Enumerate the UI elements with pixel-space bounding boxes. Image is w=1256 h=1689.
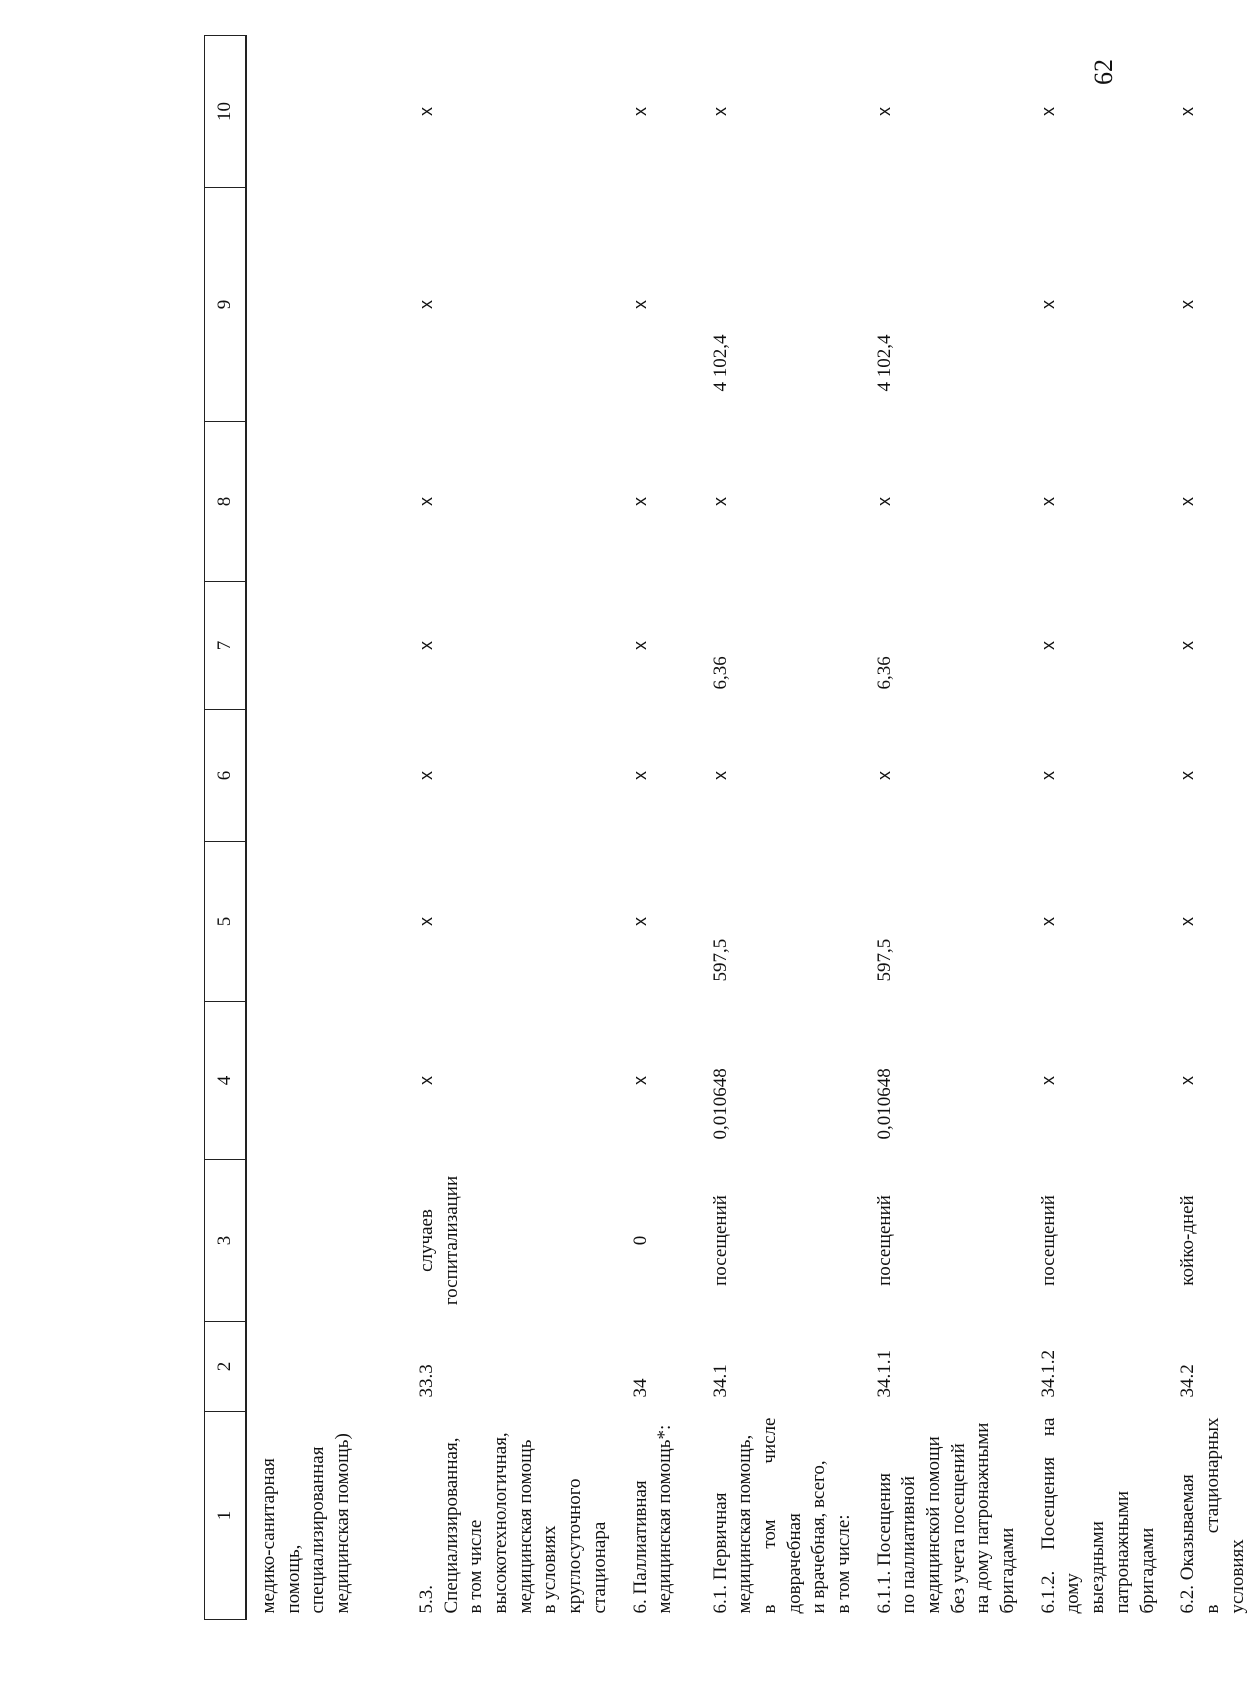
header-cell-8: 8: [205, 422, 247, 582]
row-name-line: в том числе доврачебная: [758, 1417, 805, 1614]
table-row: [246, 36, 405, 1620]
table-row: [619, 36, 699, 1620]
row-name-cell: [246, 1412, 405, 1620]
row-name-cell: [405, 1412, 619, 1620]
row-code-cell: 34.1: [709, 1364, 731, 1398]
cell-col-9: 4 102,4: [873, 334, 895, 392]
cell-col-4: х: [416, 1076, 436, 1085]
cell-col-9: х: [1037, 300, 1058, 309]
row-unit-line: койко-дней: [1177, 1195, 1199, 1286]
cell-col-5: 597,5: [709, 938, 731, 982]
table-body: [246, 36, 1256, 1620]
row-unit-cell: [1166, 1160, 1256, 1322]
cell-col-4: х: [1177, 1076, 1198, 1085]
row-name-line: в том числе: [465, 1519, 487, 1614]
cell-col-9: х: [629, 300, 650, 309]
cell-col-5: х: [1037, 917, 1058, 926]
cell-col-8: х: [709, 497, 730, 506]
row-name-line: круглосуточного: [564, 1478, 586, 1614]
row-code-cell: [246, 1322, 405, 1412]
cell-col-4: х: [1037, 1076, 1058, 1085]
table-row: [1027, 36, 1166, 1620]
page-number: 62: [1089, 59, 1118, 85]
cell-col-5: 597,5: [873, 938, 895, 982]
row-name-line: медицинская помощь*:: [654, 1424, 676, 1614]
cell-col-10: х: [1037, 107, 1058, 116]
row-name-cell: [1166, 1412, 1256, 1620]
table-row: [699, 36, 863, 1620]
cell-col-6: х: [709, 771, 730, 780]
cell-col-5: х: [1177, 917, 1198, 926]
row-name-line: выездными: [1087, 1521, 1109, 1614]
cell-col-6: х: [1037, 771, 1058, 780]
row-name-line: помощь,: [282, 1544, 304, 1614]
cell-col-6: х: [629, 771, 650, 780]
header-cell-9: 9: [205, 188, 247, 422]
row-name-line: медицинская помощь): [332, 1433, 354, 1614]
row-unit-cell: [619, 1160, 699, 1322]
row-name-cell: [1027, 1412, 1166, 1620]
row-unit-cell: [405, 1160, 619, 1322]
header-cell-3: 3: [205, 1160, 247, 1322]
cell-col-4: х: [629, 1076, 650, 1085]
row-name-line: и врачебная, всего,: [808, 1460, 830, 1614]
cell-col-9: 4 102,4: [709, 334, 731, 392]
cell-col-10: х: [629, 107, 650, 116]
row-name-line: по паллиативной: [898, 1475, 920, 1614]
cell-col-9: х: [416, 300, 436, 309]
row-name-line: бригадами: [997, 1527, 1019, 1614]
row-code-cell: 34: [629, 1378, 651, 1398]
row-name-line: в стационарных условиях: [1201, 1417, 1248, 1614]
cell-col-9: [246, 188, 405, 422]
row-code-cell: 33.3: [416, 1364, 437, 1398]
cell-col-8: х: [416, 497, 436, 506]
cell-col-7: х: [1177, 641, 1198, 650]
row-unit-line: случаев: [416, 1209, 437, 1272]
row-unit-cell: [699, 1160, 863, 1322]
row-code-cell: 34.1.2: [1037, 1350, 1059, 1398]
row-unit-cell: [1027, 1160, 1166, 1322]
data-table: [204, 35, 1256, 1620]
table-row: [405, 36, 619, 1620]
cell-col-5: х: [629, 917, 650, 926]
row-name-line: медицинская помощь: [514, 1439, 536, 1614]
row-unit-line: посещений: [1037, 1195, 1059, 1286]
row-name-line: 6.2. Оказываемая: [1177, 1474, 1199, 1614]
row-unit-cell: [863, 1160, 1027, 1322]
cell-col-7: х: [416, 641, 436, 650]
cell-col-7: х: [1037, 641, 1058, 650]
row-name-line: без учета посещений: [947, 1443, 969, 1614]
row-name-line: 6.1. Первичная: [709, 1492, 731, 1614]
row-code-cell: 34.1.1: [873, 1350, 895, 1398]
cell-col-4: 0,010648: [709, 1068, 731, 1140]
cell-col-8: х: [1037, 497, 1058, 506]
cell-col-6: х: [873, 771, 894, 780]
cell-col-5: х: [416, 917, 436, 926]
row-name-line: медицинская помощь,: [734, 1434, 756, 1614]
table-header: [205, 36, 247, 1620]
header-cell-6: 6: [205, 710, 247, 842]
row-name-line: 6.1.1. Посещения: [873, 1473, 895, 1614]
cell-col-7: [246, 582, 405, 710]
header-row: [205, 36, 247, 1620]
header-cell-5: 5: [205, 842, 247, 1002]
row-name-line: медико-санитарная: [258, 1458, 279, 1614]
row-name-line: 6. Паллиативная: [629, 1480, 651, 1614]
row-unit-line: госпитализации: [440, 1175, 462, 1306]
cell-col-6: х: [1177, 771, 1198, 780]
row-code-cell: 34.2: [1177, 1364, 1199, 1398]
header-cell-7: 7: [205, 582, 247, 710]
cell-col-8: [246, 422, 405, 582]
cell-col-8: х: [629, 497, 650, 506]
cell-col-9: х: [1177, 300, 1198, 309]
row-unit-cell: [246, 1160, 405, 1322]
cell-col-8: х: [873, 497, 894, 506]
header-cell-2: 2: [205, 1322, 247, 1412]
row-name-line: патронажными бригадами: [1111, 1491, 1158, 1614]
row-name-line: специализированная: [307, 1446, 329, 1614]
header-cell-4: 4: [205, 1002, 247, 1160]
cell-col-7: 6,36: [709, 656, 731, 690]
cell-col-8: х: [1177, 497, 1198, 506]
table-row: [1166, 36, 1256, 1620]
cell-col-4: 0,010648: [873, 1068, 895, 1140]
header-cell-10: 10: [205, 36, 247, 188]
row-name-line: медицинской помощи: [923, 1436, 944, 1614]
row-name-line: высокотехнологичная,: [490, 1432, 512, 1614]
row-name-cell: [863, 1412, 1027, 1620]
cell-col-7: 6,36: [873, 656, 895, 690]
cell-col-10: х: [709, 107, 730, 116]
row-name-line: на дому патронажными: [972, 1422, 994, 1614]
cell-col-10: х: [873, 107, 894, 116]
row-name-line: 5.3. Специализированная,: [416, 1437, 462, 1614]
cell-col-6: х: [416, 771, 436, 780]
cell-col-4: [246, 1002, 405, 1160]
cell-col-10: [246, 36, 405, 188]
row-unit-line: посещений: [873, 1195, 895, 1286]
cell-col-7: х: [629, 641, 650, 650]
row-name-line: в том числе:: [832, 1514, 854, 1614]
row-name-cell: [699, 1412, 863, 1620]
cell-col-10: х: [1177, 107, 1198, 116]
row-name-line: стационара: [588, 1521, 610, 1614]
row-name-cell: [619, 1412, 699, 1620]
row-name-line: в условиях: [539, 1525, 561, 1614]
cell-col-6: [246, 710, 405, 842]
row-name-line: 6.1.2. Посещения на дому: [1037, 1417, 1084, 1614]
cell-col-10: х: [416, 107, 436, 116]
rotated-table-frame: [204, 36, 1248, 1620]
cell-col-5: [246, 842, 405, 1002]
table-row: [863, 36, 1027, 1620]
header-cell-1: 1: [205, 1412, 247, 1620]
row-unit-line: 0: [629, 1235, 651, 1246]
row-unit-line: посещений: [709, 1195, 731, 1286]
